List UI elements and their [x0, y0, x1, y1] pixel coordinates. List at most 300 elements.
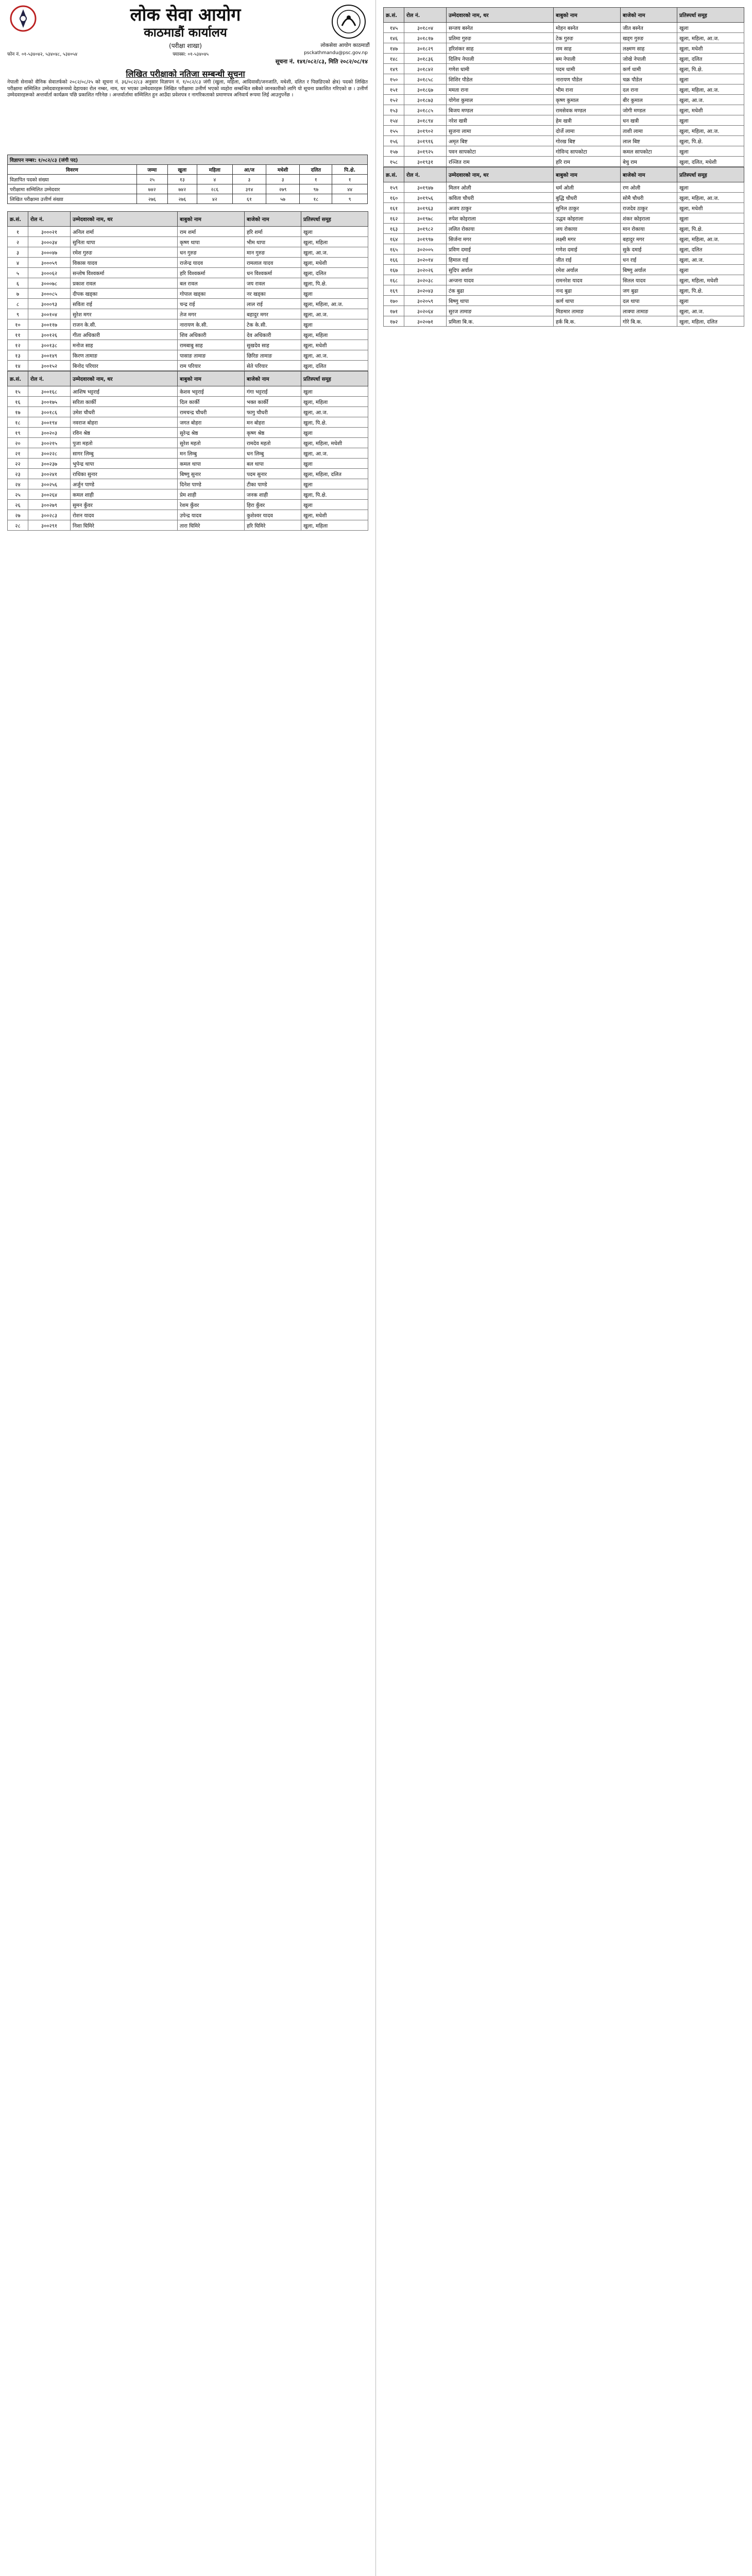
candidate-name-cell: बिनोद परियार [71, 361, 178, 371]
notice-date: सूचना नं. १४१/०८२/८३, मिति २०८२/०८/१४ [275, 58, 368, 65]
serial-cell: १६५ [384, 244, 404, 255]
father-name-cell: हरि राम [554, 157, 621, 167]
father-name-cell: सुरेश महतो [178, 438, 245, 448]
summary-cell: ४२ [197, 194, 232, 204]
group-cell: खुला, महिला, दलित [677, 316, 744, 327]
table-row [384, 244, 744, 255]
group-cell: खुला, आ.ज. [677, 306, 744, 316]
serial-cell: १६३ [384, 224, 404, 234]
serial-cell: १८ [8, 417, 28, 428]
roll-number-cell: ३०१८७३ [404, 95, 447, 105]
serial-cell: १९ [8, 428, 28, 438]
grandfather-name-cell: नर खड्का [245, 289, 301, 299]
results-table [383, 167, 744, 327]
roll-number-cell: ३०२०६४ [404, 306, 447, 316]
candidate-name-cell: सागर लिम्बु [71, 448, 178, 459]
candidate-name-cell: शिशिर पौडेल [447, 74, 554, 84]
father-name-cell: लक्ष्मी मगर [554, 234, 621, 244]
serial-cell: २८ [8, 520, 28, 531]
roll-number-cell: ३००१४९ [28, 350, 71, 361]
summary-cell: ९७ [300, 184, 332, 194]
notice-intro: नेपाली सेनाको सैनिक सेवातर्फको २०८२/०८/२५ को सूचना नं. ३६/०८२/८३ अनुसार विज्ञापन नं. १/०८२/८३ जंगी (खुला, महिला, आदिवासी/जनजाति, मधेशी, दलित र पिछडिएको क्षेत्र) पदको लिखित परीक्षामा सम्मिलित उम्मेदवारहरूमध्ये देहायका रोल नम्बर, नाम, थर भएका उम्मेदवारहरू लिखित परीक्षामा उत्तीर्ण भएको व्यहोरा सम्बन्धित सबैको जानकारीको लागि यो सूचना प्रकाशित गरिएको छ । उत्तीर्ण उम्मेदवारहरूको अन्तर्वार्ता कार्यक्रम पछि प्रकाशित गरिनेछ । अन्तर्वार्तामा सम्मिलित हुन आउँदा प्रवेशपत्र र नागरिकताको प्रमाणपत्र अनिवार्य रूपमा लिई आउनुपर्नेछ । [7, 79, 368, 98]
serial-cell: २ [8, 237, 28, 247]
group-cell: खुला, आ.ज. [301, 247, 368, 258]
summary-cell: २७६ [167, 194, 197, 204]
father-name-cell: गोरख बिष्ट [554, 136, 621, 146]
candidate-name-cell: किरण तामाङ [71, 350, 178, 361]
group-cell: खुला, महिला, दलित [301, 469, 368, 479]
serial-cell: १६ [8, 397, 28, 407]
candidate-name-cell: दीपक खड्का [71, 289, 178, 299]
roll-number-cell: ३०१८६७ [404, 84, 447, 95]
father-name-cell: रमेश अर्याल [554, 265, 621, 275]
roll-number-cell: ३०१९३१ [404, 157, 447, 167]
father-name-cell: केशव भट्टराई [178, 386, 245, 397]
group-cell: खुला, महिला, आ.ज. [677, 126, 744, 136]
group-cell: खुला, पि.क्षे. [677, 285, 744, 296]
candidate-name-cell: प्रविण दमाई [447, 244, 554, 255]
roll-number-cell: ३००२३७ [28, 459, 71, 469]
serial-cell: १५६ [384, 136, 404, 146]
grandfather-name-cell: जय रावल [245, 278, 301, 289]
father-name-cell: राजेन्द्र यादव [178, 258, 245, 268]
column-header: बाबुको नाम [178, 371, 245, 386]
group-cell: खुला, दलित [677, 244, 744, 255]
serial-cell: १५२ [384, 95, 404, 105]
grandfather-name-cell: लाल राई [245, 299, 301, 309]
organization-title: लोक सेवा आयोग [130, 5, 241, 25]
grandfather-name-cell: कमल सापकोटा [621, 146, 677, 157]
serial-cell: १५५ [384, 126, 404, 136]
table-header-row [384, 8, 744, 23]
father-name-cell: कृष्ण कुमाल [554, 95, 621, 105]
summary-cell: ९ [332, 194, 368, 204]
serial-cell: २२ [8, 459, 28, 469]
candidate-name-cell: अजय ठाकुर [447, 203, 554, 213]
father-name-cell: राम शर्मा [178, 227, 245, 237]
summary-cell: १ [300, 175, 332, 184]
roll-number-cell: ३००१३८ [28, 340, 71, 350]
roll-number-cell: ३००११७ [28, 319, 71, 330]
candidate-name-cell: अनिल शर्मा [71, 227, 178, 237]
father-name-cell: राम परियार [178, 361, 245, 371]
table-row [8, 319, 368, 330]
serial-cell: १५१ [384, 84, 404, 95]
serial-cell: ४ [8, 258, 28, 268]
serial-cell: १४८ [384, 54, 404, 64]
column-header: प्रतिस्पर्धा समूह [301, 212, 368, 227]
candidate-name-cell: राजन के.सी. [71, 319, 178, 330]
serial-cell: १६८ [384, 275, 404, 285]
roll-number-cell: ३०२०४३ [404, 285, 447, 296]
candidate-name-cell: गणेश धामी [447, 64, 554, 74]
table-row [8, 340, 368, 350]
group-cell: खुला [301, 227, 368, 237]
group-cell: खुला [301, 386, 368, 397]
table-row [384, 146, 744, 157]
group-cell: खुला [301, 289, 368, 299]
candidate-name-cell: भुपेन्द्र थापा [71, 459, 178, 469]
phone-text: फोन नं. ०१-५३४०४२, ५३४०४८, ५३४०५४ [7, 52, 78, 57]
serial-cell: १७ [8, 407, 28, 417]
candidate-name-cell: अन्जना यादव [447, 275, 554, 285]
summary-cell: ५७ [266, 194, 299, 204]
father-name-cell: जगत बोहरा [178, 417, 245, 428]
group-cell: खुला, मधेशी [677, 105, 744, 115]
father-name-cell: दिनेश पाण्डे [178, 479, 245, 489]
father-name-cell: गोपाल खड्का [178, 289, 245, 299]
table-row [8, 350, 368, 361]
summary-cell: २८६ [197, 184, 232, 194]
group-cell: खुला, आ.ज. [301, 448, 368, 459]
father-name-cell: बुद्धि चौधरी [554, 193, 621, 203]
table-row [384, 306, 744, 316]
father-name-cell: भीम राना [554, 84, 621, 95]
roll-number-cell: ३०१८५८ [404, 74, 447, 84]
roll-number-cell: ३०२०३८ [404, 275, 447, 285]
grandfather-name-cell: धन लिम्बु [245, 448, 301, 459]
candidate-name-cell: रोशन यादव [71, 510, 178, 520]
group-cell: खुला, पि.क्षे. [677, 64, 744, 74]
father-name-cell: टेक गुरुङ [554, 33, 621, 43]
group-cell: खुला, मधेशी [677, 43, 744, 54]
serial-cell: १५९ [384, 182, 404, 193]
group-cell: खुला, महिला, आ.ज. [677, 84, 744, 95]
group-cell: खुला [677, 146, 744, 157]
serial-cell: ३ [8, 247, 28, 258]
roll-number-cell: ३०००५९ [28, 258, 71, 268]
father-name-cell: रामचन्द्र चौधरी [178, 407, 245, 417]
column-header: प्रतिस्पर्धा समूह [677, 8, 744, 23]
candidate-name-cell: सन्जय बस्नेत [447, 23, 554, 33]
column-header: उम्मेदवारको नाम, थर [447, 167, 554, 182]
table-row [8, 237, 368, 247]
candidate-name-cell: हरिशंकर साह [447, 43, 554, 54]
table-row [384, 136, 744, 146]
psc-logo-icon [330, 3, 368, 40]
group-cell: खुला, दलित [301, 268, 368, 278]
grandfather-name-cell: हिरा कुँवर [245, 500, 301, 510]
group-cell: खुला, पि.क्षे. [301, 417, 368, 428]
column-header: बाबुको नाम [178, 212, 245, 227]
serial-cell: १५० [384, 74, 404, 84]
column-header: क्र.सं. [384, 167, 404, 182]
father-name-cell: बिष्णु सुनार [178, 469, 245, 479]
serial-cell: १५ [8, 386, 28, 397]
roll-number-cell: ३०२००५ [404, 244, 447, 255]
group-cell: खुला [677, 296, 744, 306]
notice-header [0, 0, 371, 98]
column-header: बाबुको नाम [554, 167, 621, 182]
roll-number-cell: ३०१८३६ [404, 54, 447, 64]
grandfather-name-cell: छिरिङ तामाङ [245, 350, 301, 361]
roll-number-cell: ३००१७५ [28, 397, 71, 407]
father-name-cell: कर्ण थापा [554, 296, 621, 306]
table-row [384, 255, 744, 265]
roll-number-cell: ३००२५६ [28, 479, 71, 489]
candidate-name-cell: सविता राई [71, 299, 178, 309]
office-name: काठमाडौं कार्यालय [144, 25, 227, 40]
serial-cell: २० [8, 438, 28, 448]
grandfather-name-cell: ताशी लामा [621, 126, 677, 136]
grandfather-name-cell: पदम सुनार [245, 469, 301, 479]
roll-number-cell: ३००२६४ [28, 489, 71, 500]
group-cell: खुला [301, 479, 368, 489]
roll-number-cell: ३००२२८ [28, 448, 71, 459]
roll-number-cell: ३००२१५ [28, 438, 71, 448]
group-cell: खुला, महिला [301, 237, 368, 247]
table-row [384, 54, 744, 64]
summary-cell: १३ [167, 175, 197, 184]
father-name-cell: मोहन बस्नेत [554, 23, 621, 33]
group-cell: खुला, महिला [301, 520, 368, 531]
grandfather-name-cell: लाल बिष्ट [621, 136, 677, 146]
column-header: रोल नं. [28, 371, 71, 386]
group-cell: खुला [677, 115, 744, 126]
roll-number-cell: ३००२७९ [28, 500, 71, 510]
father-name-cell: तारा घिमिरे [178, 520, 245, 531]
table-row [384, 296, 744, 306]
roll-number-cell: ३०१९४७ [404, 182, 447, 193]
grandfather-name-cell: दल थापा [621, 296, 677, 306]
table-row [8, 247, 368, 258]
table-row [384, 182, 744, 193]
candidate-name-cell: आशिष भट्टराई [71, 386, 178, 397]
candidate-name-cell: विकास यादव [71, 258, 178, 268]
group-cell: खुला [677, 74, 744, 84]
candidate-name-cell: बिष्णु थापा [447, 296, 554, 306]
table-header-row [384, 167, 744, 182]
grandfather-name-cell: सुखदेव साह [245, 340, 301, 350]
group-cell: खुला, आ.ज. [301, 350, 368, 361]
group-cell: खुला, आ.ज. [301, 407, 368, 417]
table-row [8, 289, 368, 299]
roll-number-cell: ३०००८५ [28, 289, 71, 299]
serial-cell: २६ [8, 500, 28, 510]
grandfather-name-cell: धन खत्री [621, 115, 677, 126]
group-cell: खुला [301, 500, 368, 510]
column-header: बाजेको नाम [621, 8, 677, 23]
serial-cell: १६६ [384, 255, 404, 265]
serial-cell: १२ [8, 340, 28, 350]
serial-cell: १६४ [384, 234, 404, 244]
column-header: रोल नं. [28, 212, 71, 227]
roll-number-cell: ३०१८४२ [404, 64, 447, 74]
grandfather-name-cell: रामलाल यादव [245, 258, 301, 268]
roll-number-cell: ३०१९१६ [404, 136, 447, 146]
grandfather-name-cell: धन राई [621, 255, 677, 265]
branch-name: (परीक्षा शाखा) [169, 42, 202, 49]
serial-cell: १६९ [384, 285, 404, 296]
group-cell: खुला, मधेशी [301, 340, 368, 350]
notice-title: लिखित परीक्षाको नतिजा सम्बन्धी सूचना [126, 69, 245, 79]
father-name-cell: धन गुरुङ [178, 247, 245, 258]
grandfather-name-cell: कर्ण धामी [621, 64, 677, 74]
serial-cell: ६ [8, 278, 28, 289]
candidate-name-cell: कविता चौधरी [447, 193, 554, 203]
group-cell: खुला, महिला, आ.ज. [301, 299, 368, 309]
father-name-cell: मिङमार तामाङ [554, 306, 621, 316]
column-header: उम्मेदवारको नाम, थर [71, 371, 178, 386]
serial-cell: १४५ [384, 23, 404, 33]
grandfather-name-cell: शंकर कोइराला [621, 213, 677, 224]
table-header-row [8, 371, 368, 386]
candidate-name-cell: दिलिप नेपाली [447, 54, 554, 64]
grandfather-name-cell: देव अधिकारी [245, 330, 301, 340]
serial-cell: २३ [8, 469, 28, 479]
candidate-name-cell: ललित रोकाया [447, 224, 554, 234]
group-cell: खुला [301, 428, 368, 438]
father-name-cell: जय रोकाया [554, 224, 621, 234]
summary-cell: लिखित परीक्षामा उत्तीर्ण संख्या [8, 194, 137, 204]
grandfather-name-cell: रामदेव महतो [245, 438, 301, 448]
candidate-name-cell: गीता अधिकारी [71, 330, 178, 340]
roll-number-cell: ३००१५२ [28, 361, 71, 371]
table-row [384, 193, 744, 203]
candidate-name-cell: मनोज साह [71, 340, 178, 350]
candidate-name-cell: सुनिता थापा [71, 237, 178, 247]
candidate-name-cell: बिजय मण्डल [447, 105, 554, 115]
table-row [384, 74, 744, 84]
summary-cell: परीक्षामा सम्मिलित उम्मेदवार [8, 184, 137, 194]
candidate-name-cell: अर्जुन पाण्डे [71, 479, 178, 489]
table-row [8, 459, 368, 469]
candidate-name-cell: उमेश चौधरी [71, 407, 178, 417]
serial-cell: १६० [384, 193, 404, 203]
grandfather-name-cell: गोरे बि.क. [621, 316, 677, 327]
serial-cell: १५४ [384, 115, 404, 126]
group-cell: खुला, महिला [301, 397, 368, 407]
group-cell: खुला [677, 23, 744, 33]
summary-cell: २७९ [266, 184, 299, 194]
father-name-cell: गणेश दमाई [554, 244, 621, 255]
table-row [8, 469, 368, 479]
group-cell: खुला [677, 265, 744, 275]
column-header: क्र.सं. [384, 8, 404, 23]
grandfather-name-cell: हरि शर्मा [245, 227, 301, 237]
group-cell: खुला, दलित, मधेशी [677, 157, 744, 167]
candidate-name-cell: प्रतिमा गुरुङ [447, 33, 554, 43]
grandfather-name-cell: भक्त कार्की [245, 397, 301, 407]
father-name-cell: गोविन्द सापकोटा [554, 146, 621, 157]
candidate-name-cell: रमेश गुरुङ [71, 247, 178, 258]
father-name-cell: पदम धामी [554, 64, 621, 74]
candidate-name-cell: नवराज बोहरा [71, 417, 178, 428]
father-name-cell: सुरेन्द्र श्रेष्ठ [178, 428, 245, 438]
summary-cell: १ [332, 175, 368, 184]
roll-number-cell: ३००२८३ [28, 510, 71, 520]
father-name-cell: हेम खत्री [554, 115, 621, 126]
grandfather-name-cell: जोगी मण्डल [621, 105, 677, 115]
table-row [384, 265, 744, 275]
grandfather-name-cell: मन बोहरा [245, 417, 301, 428]
serial-cell: ९ [8, 309, 28, 319]
candidate-name-cell: सुरज तामाङ [447, 306, 554, 316]
roll-number-cell: ३०१९९७ [404, 234, 447, 244]
grandfather-name-cell: हरि घिमिरे [245, 520, 301, 531]
group-cell: खुला [301, 319, 368, 330]
table-row [8, 407, 368, 417]
results-table [7, 211, 368, 371]
grandfather-name-cell: लाक्पा तामाङ [621, 306, 677, 316]
table-row [8, 227, 368, 237]
table-row [384, 157, 744, 167]
email-link[interactable]: psckathmandu@psc.gov.np [304, 50, 368, 56]
column-divider [375, 0, 376, 2576]
summary-cell: ३ [232, 175, 266, 184]
candidate-name-cell: पवन सापकोटा [447, 146, 554, 157]
father-name-cell: बल रावल [178, 278, 245, 289]
serial-cell: २५ [8, 489, 28, 500]
roll-number-cell: ३०२०१४ [404, 255, 447, 265]
serial-cell: २४ [8, 479, 28, 489]
father-name-cell: हर्क बि.क. [554, 316, 621, 327]
summary-cell: २५ [136, 175, 167, 184]
serial-cell: ८ [8, 299, 28, 309]
candidate-name-cell: मिलन ओली [447, 182, 554, 193]
candidate-name-cell: नरेश खत्री [447, 115, 554, 126]
group-cell: खुला, मधेशी [301, 258, 368, 268]
grandfather-name-cell: सुके दमाई [621, 244, 677, 255]
summary-cell: ३ [266, 175, 299, 184]
serial-cell: १४७ [384, 43, 404, 54]
candidate-name-cell: रञ्जित राम [447, 157, 554, 167]
grandfather-name-cell: लक्ष्मण साह [621, 43, 677, 54]
group-cell: खुला, पि.क्षे. [677, 136, 744, 146]
table-row [384, 95, 744, 105]
contact-line [7, 50, 368, 57]
roll-number-cell: ३०२०७१ [404, 316, 447, 327]
table-row [8, 520, 368, 531]
father-name-cell: दिल कार्की [178, 397, 245, 407]
table-row [384, 275, 744, 285]
summary-header-cell: जम्मा [136, 165, 167, 175]
table-row [8, 397, 368, 407]
group-cell: खुला [301, 459, 368, 469]
grandfather-name-cell: बहादुर मगर [245, 309, 301, 319]
table-row [8, 479, 368, 489]
fax-text: फ्याक्स: ०१-५३४०४५ [173, 52, 209, 57]
candidate-name-cell: प्रकाश रावल [71, 278, 178, 289]
serial-cell: १५३ [384, 105, 404, 115]
group-cell: खुला, दलित [301, 361, 368, 371]
table-row [8, 489, 368, 500]
father-name-cell: रामबाबु साह [178, 340, 245, 350]
candidate-name-cell: प्रमिला बि.क. [447, 316, 554, 327]
summary-row [8, 194, 368, 204]
serial-cell: १३ [8, 350, 28, 361]
grandfather-name-cell: जोखे नेपाली [621, 54, 677, 64]
table-row [8, 428, 368, 438]
summary-header-cell: महिला [197, 165, 232, 175]
table-row [384, 213, 744, 224]
candidate-name-cell: सुजना लामा [447, 126, 554, 136]
summary-cell: ४ [197, 175, 232, 184]
candidate-name-cell: रुपेश कोइराला [447, 213, 554, 224]
candidate-name-cell: टंक बुढा [447, 285, 554, 296]
roll-number-cell: ३०१८०४ [404, 23, 447, 33]
grandfather-name-cell: बीर कुमाल [621, 95, 677, 105]
group-cell: खुला, मधेशी [677, 203, 744, 213]
grandfather-name-cell: दल राना [621, 84, 677, 95]
candidate-name-cell: सुमन कुँवर [71, 500, 178, 510]
group-cell: खुला, महिला [301, 330, 368, 340]
roll-number-cell: ३०१८९४ [404, 115, 447, 126]
column-header: प्रतिस्पर्धा समूह [677, 167, 744, 182]
grandfather-name-cell: फागु चौधरी [245, 407, 301, 417]
grandfather-name-cell: चक्र पौडेल [621, 74, 677, 84]
serial-cell: ७ [8, 289, 28, 299]
